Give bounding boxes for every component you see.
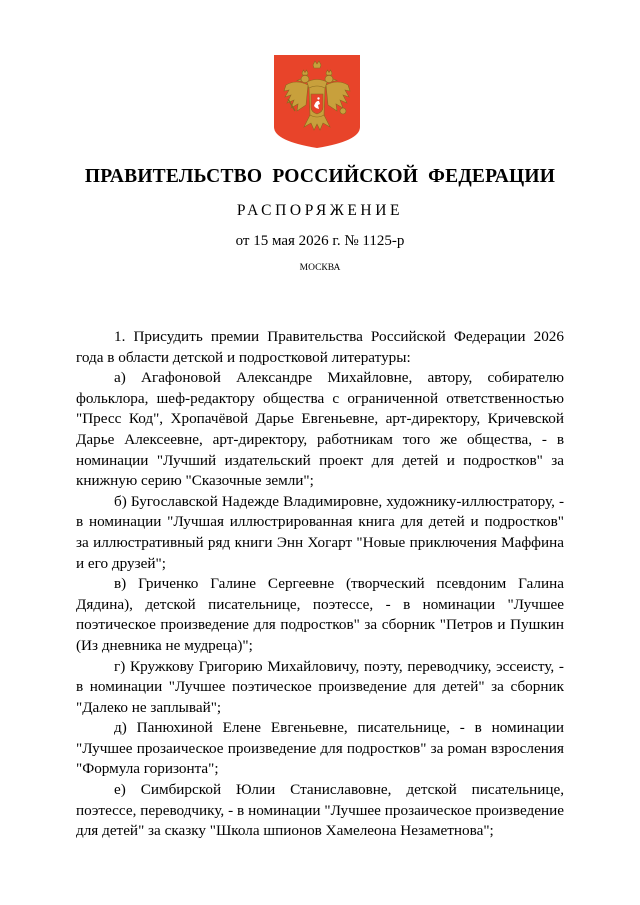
paragraph-item-v: в) Гриченко Галине Сергеевне (творческий псевдоним Галина Дядина), детской писательнице, поэтессе, - в номинации "Лучшее поэтическое произведение для подростков" за сборник "Петров и Пушкин (Из дневника не мудреца)"; [76, 575, 564, 654]
document-date-number: от 15 мая 2026 г. № 1125-р [235, 233, 405, 249]
paragraph-item-b: б) Бугославской Надежде Владимировне, художнику-иллюстратору, - в номинации "Лучшая иллюстрированная книга для детей и подростков" за иллюстративный ряд книги Энн Хогарт "Новые приключения Маффина и его друзей"; [76, 492, 564, 572]
coat-of-arms-icon [274, 55, 360, 148]
document-body [76, 327, 564, 842]
document-type: РАСПОРЯЖЕНИЕ [236, 202, 404, 219]
paragraph-item-g: г) Кружкову Григорию Михайловичу, поэту, переводчику, эссеисту, - в номинации "Лучшее поэтическое произведение для детей" за сборник "Далеко не заплывай"; [76, 657, 564, 716]
document-city: МОСКВА [299, 263, 341, 273]
paragraph-item-d: д) Панюхиной Елене Евгеньевне, писательнице, - в номинации "Лучшее прозаическое произведение для подростков" за роман взросления "Формула горизонта"; [76, 719, 564, 778]
government-title: ПРАВИТЕЛЬСТВО РОССИЙСКОЙ ФЕДЕРАЦИИ [84, 166, 556, 187]
paragraph-item-a: а) Агафоновой Александре Михайловне, автору, собирателю фольклора, шеф-редактору общества с ограниченной ответственностью "Пресс Код", Хропачёвой Дарье Евгеньевне, арт-директору, Кричевской Дарье Алексеевне, арт-директору, работникам того же общества, - в номинации "Лучший издательский проект для детей и подростков" за книжную серию "Сказочные земли"; [76, 369, 564, 490]
paragraph-main-clause: 1. Присудить премии Правительства Российской Федерации 2026 года в области детской и подростковой литературы: [76, 328, 564, 366]
paragraph-item-e: е) Симбирской Юлии Станиславовне, детской писательнице, поэтессе, переводчику, - в номинации "Лучшее прозаическое произведение для детей" за сказку "Школа шпионов Хамелеона Незаметнова"; [76, 781, 564, 840]
